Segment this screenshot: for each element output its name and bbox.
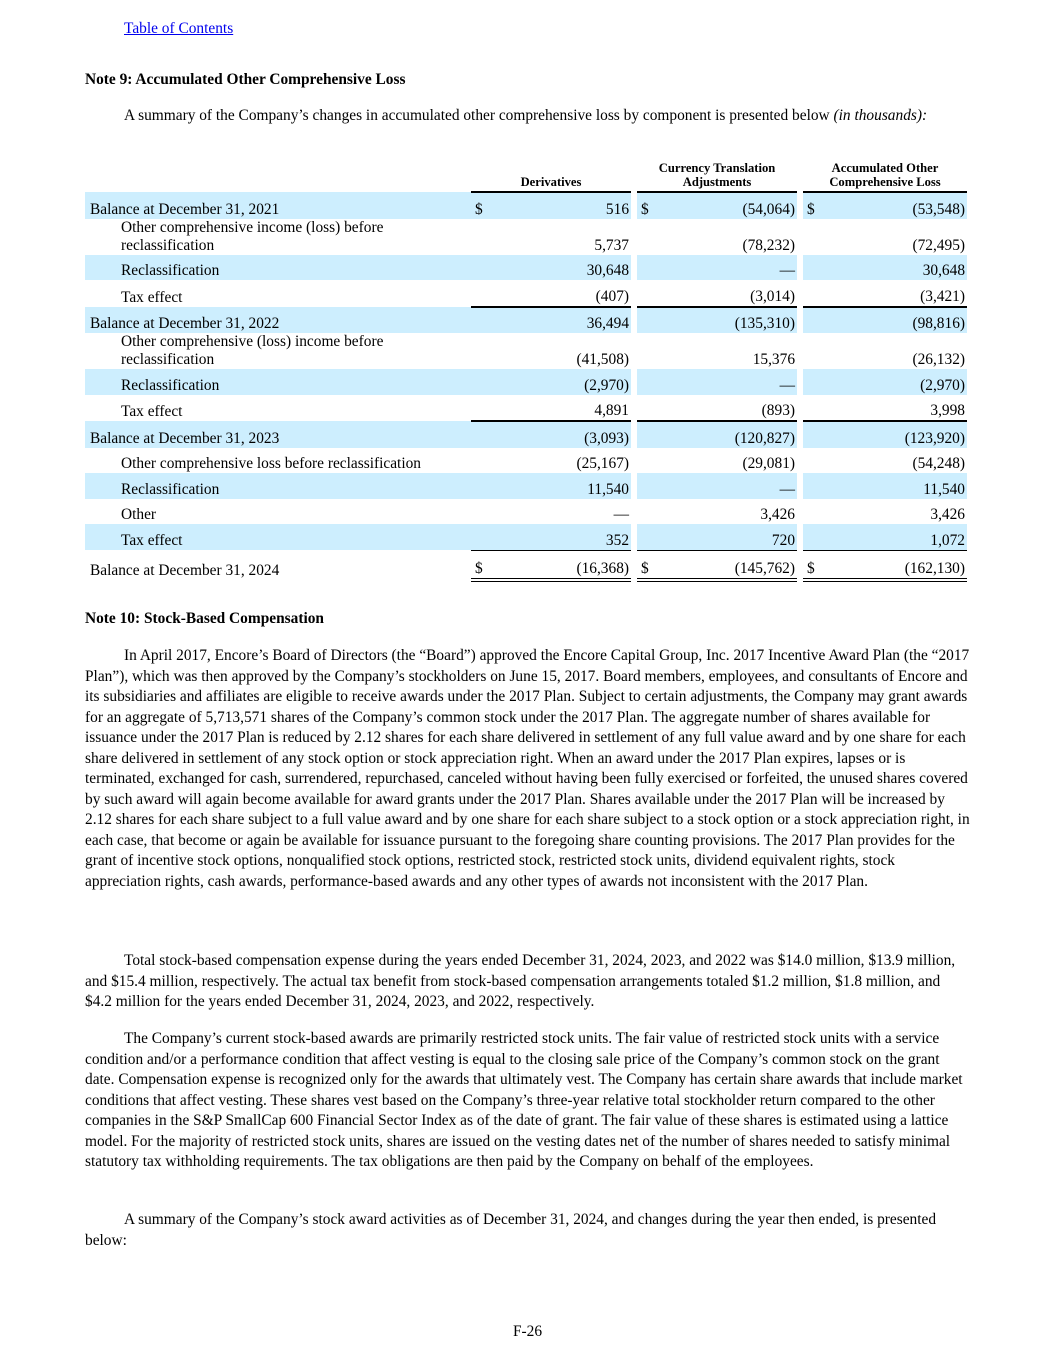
note9-intro: A summary of the Company’s changes in accumulated other comprehensive loss by component is presented below (in thousands):	[124, 107, 928, 124]
dollar-sign	[803, 369, 823, 395]
note10-paragraph: In April 2017, Encore’s Board of Directors (the “Board”) approved the Encore Capital Group, Inc. 2017 Incentive Award Plan (the “2017 Plan”), which was then approved by the Company’s stockholders on June 15, 2017. Board members, employees, and consultants of Encore and its subsidiaries and affiliates are eligible to receive awards under the 2017 Plan. Subject to certain adjustments, the Company may grant awards for an aggregate of 5,713,571 shares of the Company’s common stock under the 2017 Plan. The aggregate number of shares available for issuance under the 2017 Plan is reduced by 2.12 shares for each share delivered in settlement of any full value award and by one share for each share delivered in settlement of any stock option or stock appreciation right. When an award under the 2017 Plan expires, lapses or is terminated, exchanged for cash, surrendered, repurchased, canceled without having been fully exercised or forfeited, the unused shares covered by such award will again become available for award grants under the 2017 Plan. Shares available under the 2017 Plan will be increased by 2.12 shares for each share subject to a full value award and by one share for each share subject to a stock option or a stock appreciation right, in each case, that become or again be available for issuance pursuant to the foregoing share counting provisions. The 2017 Plan provides for the grant of incentive stock options, nonqualified stock options, restricted stock, restricted stock units, dividend equivalent rights, stock appreciation rights, cash awards, performance-based awards and any other types of awards not inconsistent with the 2017 Plan.	[85, 647, 970, 890]
row-value: (407)	[595, 287, 630, 305]
row-value: (26,132)	[912, 351, 966, 368]
row-value: (120,827)	[657, 421, 797, 448]
row-label: Other comprehensive loss before reclassification	[121, 455, 422, 472]
row-value: (78,232)	[742, 236, 796, 254]
dollar-sign	[803, 219, 823, 255]
row-value: —	[657, 473, 797, 499]
dollar-sign	[637, 395, 657, 422]
row-value: (162,130)	[823, 550, 967, 580]
row-label: Tax effect	[121, 403, 183, 420]
row-value: (145,762)	[657, 550, 797, 580]
dollar-sign	[803, 448, 823, 474]
row-value: (3,014)	[750, 287, 796, 305]
row-label: Tax effect	[85, 524, 471, 550]
table-row	[85, 448, 967, 474]
dollar-sign	[471, 333, 491, 369]
row-label: Other comprehensive income (loss) before reclassification	[121, 218, 384, 254]
dollar-sign	[803, 307, 823, 334]
row-value: 36,494	[491, 307, 631, 334]
row-value: (123,920)	[823, 421, 967, 448]
row-value: (3,421)	[920, 287, 966, 305]
table-of-contents-link[interactable]: Table of Contents	[124, 20, 234, 37]
row-value: 5,737	[594, 236, 630, 254]
dollar-sign	[803, 333, 823, 369]
row-value: 30,648	[823, 255, 967, 281]
table-row	[85, 369, 967, 395]
dollar-sign	[471, 395, 491, 422]
dollar-sign	[471, 369, 491, 395]
row-value: 3,426	[930, 506, 966, 523]
row-value: 516	[491, 192, 631, 219]
dollar-sign	[471, 307, 491, 334]
dollar-sign	[471, 473, 491, 499]
table-row	[85, 395, 967, 422]
page-number: F-26	[512, 1323, 543, 1340]
dollar-sign	[637, 421, 657, 448]
dollar-sign: $	[803, 550, 823, 580]
table-row	[85, 421, 967, 448]
dollar-sign	[803, 280, 823, 307]
row-value: 4,891	[594, 402, 630, 419]
row-value: (54,064)	[657, 192, 797, 219]
row-label: Tax effect	[121, 288, 183, 306]
row-label: Reclassification	[85, 369, 471, 395]
row-value: (2,970)	[823, 369, 967, 395]
col-header-cta: Currency Translation Adjustments	[637, 158, 797, 192]
dollar-sign	[637, 369, 657, 395]
dollar-sign	[637, 473, 657, 499]
dollar-sign	[637, 499, 657, 525]
table-row	[85, 499, 967, 525]
table-row	[85, 307, 967, 334]
dollar-sign	[471, 280, 491, 307]
row-value: 11,540	[823, 473, 967, 499]
row-value: 15,376	[752, 351, 796, 368]
table-row	[85, 333, 967, 369]
dollar-sign	[471, 499, 491, 525]
table-row	[85, 219, 967, 255]
row-value: (3,093)	[491, 421, 631, 448]
row-value: (72,495)	[912, 236, 966, 254]
table-row	[85, 255, 967, 281]
row-value: 30,648	[491, 255, 631, 281]
row-label: Other comprehensive (loss) income before reclassification	[121, 333, 384, 368]
dollar-sign	[637, 219, 657, 255]
row-value: 3,426	[760, 506, 796, 523]
row-value: (41,508)	[576, 351, 630, 368]
row-value: (53,548)	[823, 192, 967, 219]
dollar-sign: $	[471, 550, 491, 580]
row-label: Other	[121, 506, 157, 523]
row-label: Balance at December 31, 2023	[85, 421, 471, 448]
row-value: (135,310)	[657, 307, 797, 334]
note10-paragraph: A summary of the Company’s stock award activities as of December 31, 2024, and changes during the year then ended, is presented below:	[85, 1211, 937, 1249]
dollar-sign: $	[471, 192, 491, 219]
note10-title: Note 10: Stock-Based Compensation	[85, 610, 324, 627]
dollar-sign	[637, 255, 657, 281]
note9-title: Note 9: Accumulated Other Comprehensive Loss	[85, 71, 406, 88]
dollar-sign	[803, 524, 823, 550]
col-header-aocl: Accumulated Other Comprehensive Loss	[803, 158, 967, 192]
table-row	[85, 550, 967, 580]
row-value: 11,540	[491, 473, 631, 499]
row-value: 720	[657, 524, 797, 550]
row-label: Reclassification	[85, 255, 471, 281]
row-value: (16,368)	[491, 550, 631, 580]
dollar-sign	[637, 333, 657, 369]
row-value: (25,167)	[576, 455, 630, 472]
dollar-sign	[637, 307, 657, 334]
aocl-table	[85, 158, 967, 582]
row-value: (54,248)	[912, 455, 966, 472]
dollar-sign	[637, 448, 657, 474]
row-label: Balance at December 31, 2024	[90, 562, 280, 579]
dollar-sign	[471, 421, 491, 448]
dollar-sign	[803, 473, 823, 499]
row-value: (2,970)	[491, 369, 631, 395]
col-header-derivatives: Derivatives	[471, 158, 631, 192]
table-row	[85, 524, 967, 550]
row-value: 352	[491, 524, 631, 550]
dollar-sign	[471, 448, 491, 474]
table-row	[85, 192, 967, 219]
dollar-sign: $	[803, 192, 823, 219]
note10-paragraph: The Company’s current stock-based awards are primarily restricted stock units. The fair value of restricted stock units with a service condition and/or a performance condition that affect vesting is equal to the closing sale price of the Company’s common stock on the grant date. Compensation expense is recognized only for the awards that ultimately vest. The Company has certain share awards that include market conditions that affect vesting. These shares vest based on the Company’s three-year relative total stockholder return compared to the other companies in the S&P SmallCap 600 Financial Sector Index as of the date of grant. The fair value of these shares is estimated using a lattice model. For the majority of restricted stock units, shares are issued on the vesting dates net of the number of shares needed to satisfy minimal statutory tax withholding requirements. The tax obligations are then paid by the Company on behalf of the employees.	[85, 1030, 963, 1170]
dollar-sign: $	[637, 192, 657, 219]
row-value: 1,072	[823, 524, 967, 550]
dollar-sign	[471, 524, 491, 550]
row-label: Balance at December 31, 2022	[85, 307, 471, 334]
dollar-sign	[471, 219, 491, 255]
dollar-sign	[471, 255, 491, 281]
dollar-sign	[803, 499, 823, 525]
table-row	[85, 280, 967, 307]
row-value: (893)	[761, 402, 796, 419]
note10-paragraph: Total stock-based compensation expense during the years ended December 31, 2024, 2023, and 2022 was $14.0 million, $13.9 million, and $15.4 million, respectively. The actual tax benefit from stock-based compensation arrangements totaled $1.2 million, $1.8 million, and $4.2 million for the years ended December 31, 2024, 2023, and 2022, respectively.	[85, 952, 956, 1010]
dollar-sign	[637, 280, 657, 307]
row-value: (98,816)	[823, 307, 967, 334]
row-value: —	[657, 255, 797, 281]
dollar-sign	[803, 255, 823, 281]
row-value: 3,998	[930, 402, 966, 419]
dollar-sign	[803, 421, 823, 448]
dollar-sign	[803, 395, 823, 422]
row-label: Reclassification	[85, 473, 471, 499]
row-value: —	[657, 369, 797, 395]
dollar-sign	[637, 524, 657, 550]
row-label: Balance at December 31, 2021	[85, 192, 471, 219]
table-row	[85, 473, 967, 499]
row-value: —	[613, 506, 630, 523]
dollar-sign: $	[637, 550, 657, 580]
row-value: (29,081)	[742, 455, 796, 472]
